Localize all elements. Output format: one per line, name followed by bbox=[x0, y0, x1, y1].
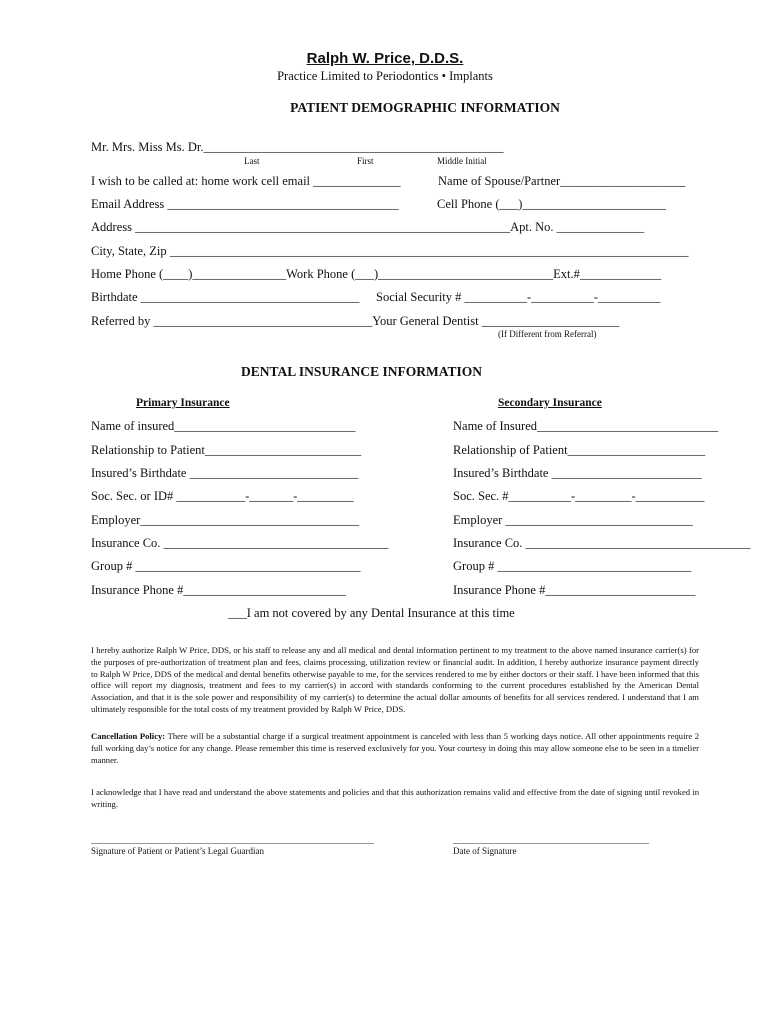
secondary-birthdate-field[interactable]: Insured’s Birthdate ________________________ bbox=[453, 466, 702, 480]
primary-relationship-field[interactable]: Relationship to Patient_________________________ bbox=[91, 443, 362, 457]
spouse-field[interactable]: Name of Spouse/Partner____________________ bbox=[438, 174, 686, 188]
city-state-zip-field[interactable]: City, State, Zip ___________________________________________________________________________________ bbox=[91, 244, 689, 258]
secondary-name-field[interactable]: Name of Insured_____________________________ bbox=[453, 419, 719, 433]
practice-subtitle: Practice Limited to Periodontics • Implants bbox=[277, 69, 493, 83]
called-at-field[interactable]: I wish to be called at: home work cell email ______________ bbox=[91, 174, 401, 188]
primary-group-field[interactable]: Group # ____________________________________ bbox=[91, 559, 361, 573]
birthdate-field[interactable]: Birthdate ___________________________________ bbox=[91, 290, 360, 304]
secondary-employer-field[interactable]: Employer ______________________________ bbox=[453, 513, 693, 527]
date-signature-line[interactable] bbox=[453, 843, 649, 844]
phone-field[interactable]: Home Phone (____)_______________Work Phone (___)____________________________Ext.#_____________ bbox=[91, 267, 662, 281]
referred-by-field[interactable]: Referred by ___________________________________Your General Dentist ______________________ bbox=[91, 314, 620, 328]
demographic-section-title: PATIENT DEMOGRAPHIC INFORMATION bbox=[290, 100, 560, 115]
secondary-ssn-field[interactable]: Soc. Sec. #__________-_________-___________ bbox=[453, 489, 705, 503]
date-signature-label: Date of Signature bbox=[453, 846, 517, 856]
secondary-relationship-field[interactable]: Relationship of Patient______________________ bbox=[453, 443, 706, 457]
primary-employer-field[interactable]: Employer___________________________________ bbox=[91, 513, 360, 527]
patient-signature-label: Signature of Patient or Patient’s Legal Guardian bbox=[91, 846, 264, 856]
patient-name-field[interactable]: Mr. Mrs. Miss Ms. Dr.________________________________________________ bbox=[91, 140, 504, 154]
secondary-phone-field[interactable]: Insurance Phone #________________________ bbox=[453, 583, 696, 597]
cancellation-text: There will be a substantial charge if a surgical treatment appointment is canceled with less than 5 working days notice. All other appointments require 2 full working day’s notice for any change. Please remember this time is reserved exclusively for you. Your courtesy in doing this may allow someone else to be seen in a timelier manner. bbox=[91, 731, 699, 765]
name-sub-middle: Middle Initial bbox=[437, 156, 487, 166]
primary-phone-field[interactable]: Insurance Phone #__________________________ bbox=[91, 583, 346, 597]
acknowledge-paragraph: I acknowledge that I have read and understand the above statements and policies and that this authorization remains valid and effective from the date of signing until revoked in writing. bbox=[91, 787, 699, 809]
authorization-paragraph: I hereby authorize Ralph W Price, DDS, or his staff to release any and all medical and dental information pertinent to my treatment to the above named insurance carrier(s) for the purposes of pre-authorization of treatment plan and fees, claims processing, utilization review or financial audit. In addition, I hereby authorize insurance payment directly to Ralph W Price, DDS of the medical and dental benefits otherwise payable to me, for the services rendered to me by either doctors or their staff. I have been informed that this office will report my diagnosis, treatment and fees to my carrier(s) in accord with standards conforming to the current procedures established by the American Dental Association, and that it is the sole power and responsibility of my carrier(s) to determine the actual dollar amounts of benefits for all services rendered. I understand that I am ultimately responsible for the total costs of my treatment provided by Ralph W Price, DDS. bbox=[91, 645, 699, 714]
primary-insurance-co-field[interactable]: Insurance Co. ____________________________________ bbox=[91, 536, 389, 550]
primary-birthdate-field[interactable]: Insured’s Birthdate ___________________________ bbox=[91, 466, 359, 480]
patient-signature-line[interactable] bbox=[91, 843, 374, 844]
name-sub-last: Last bbox=[244, 156, 260, 166]
ssn-field[interactable]: Social Security # __________-__________-__________ bbox=[376, 290, 661, 304]
secondary-group-field[interactable]: Group # _______________________________ bbox=[453, 559, 692, 573]
cell-phone-field[interactable]: Cell Phone (___)_______________________ bbox=[437, 197, 667, 211]
cancellation-paragraph bbox=[91, 731, 699, 766]
address-field[interactable]: Address ____________________________________________________________Apt. No. ______________ bbox=[91, 220, 645, 234]
insurance-section-title: DENTAL INSURANCE INFORMATION bbox=[241, 364, 483, 379]
secondary-insurance-title: Secondary Insurance bbox=[498, 397, 602, 409]
secondary-insurance-co-field[interactable]: Insurance Co. ____________________________________ bbox=[453, 536, 751, 550]
cancellation-label: Cancellation Policy: bbox=[91, 731, 166, 741]
not-covered-checkbox[interactable]: ___I am not covered by any Dental Insurance at this time bbox=[228, 606, 515, 620]
primary-ssn-field[interactable]: Soc. Sec. or ID# ___________-_______-_________ bbox=[91, 489, 354, 503]
email-field[interactable]: Email Address _____________________________________ bbox=[91, 197, 399, 211]
primary-name-field[interactable]: Name of insured_____________________________ bbox=[91, 419, 356, 433]
practice-name: Ralph W. Price, D.D.S. bbox=[306, 50, 464, 67]
name-sub-first: First bbox=[357, 156, 374, 166]
primary-insurance-title: Primary Insurance bbox=[136, 397, 230, 409]
if-different-note: (If Different from Referral) bbox=[498, 329, 597, 339]
